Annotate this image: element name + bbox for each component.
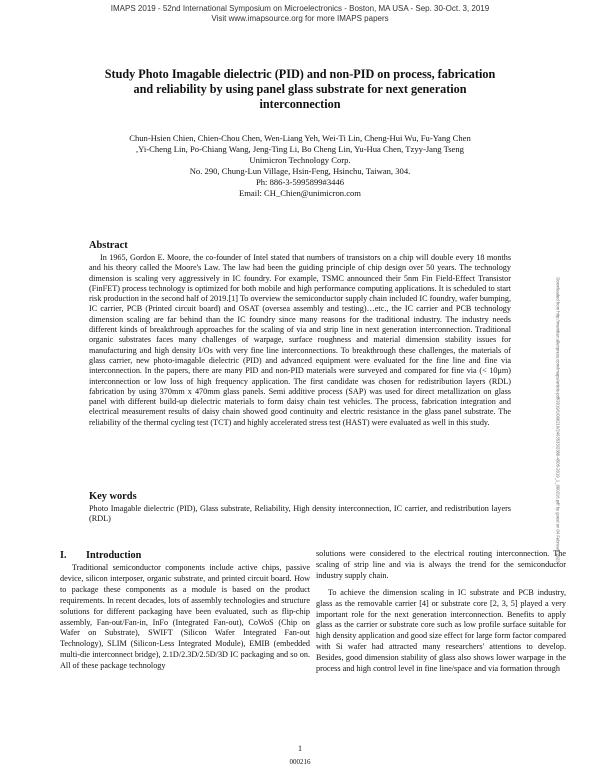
author-names-line-2: ,Yi-Cheng Lin, Po-Chiang Wang, Jeng-Ting Li, Bo Cheng Lin, Yu-Hua Chen, Tzyy-Jang Tseng bbox=[136, 144, 464, 155]
keywords-heading: Key words bbox=[89, 491, 137, 502]
keywords-text: Photo Imagable dielectric (PID), Glass substrate, Reliability, High density interconnection, IC carrier, and redistribution layers (RDL) bbox=[89, 504, 511, 524]
author-names-line-1: Chun-Hsien Chien, Chien-Chou Chen, Wen-Liang Yeh, Wei-Ti Lin, Cheng-Hui Wu, Fu-Yang Chen bbox=[129, 133, 471, 143]
abstract-heading: Abstract bbox=[89, 240, 128, 251]
intro-left-column bbox=[60, 563, 310, 672]
section-title: Introduction bbox=[86, 550, 142, 561]
affiliation: Unimicron Technology Corp. bbox=[249, 155, 351, 166]
abstract-text: In 1965, Gordon E. Moore, the co-founder of Intel stated that numbers of transistors on a chip will double every 18 months and his theory called the Moore's Law. The law had been the guiding principle of chip design over 50 years. The technology dimension is scaling very aggressively in IC foundry. For example, TSMC announced their 5nm Fin Field-Effect Transistor (FinFET) process technology is optimized for both mobile and high performance computing applications. It is scheduled to start risk production in the second half of 2019.[1] To overview the semiconductor supply chain included IC foundry, wafer bumping, IC carrier, PCB (Printed circuit board) and OSAT (oversea assembly and testing)…etc., the IC carrier and PCB technology dimension scaling are far behind than the IC foundry since many reasons for the traditional industry. The industry needs different kinds of breakthrough approaches for the scaling of via and strip line in next generation interconnection. Traditional organic substrates faces many challenges of warpage, surface roughness and material dimension stability issues for manufacturing and high density I/Os with very fine line interconnections. To breakthrough these challenges, the materials of glass carrier, new photo-imagable dielectric (PID) and advanced equipment were evaluated for the fine line and fine via interconnection. In the papers, there are many PID and non-PID materials were surveyed and compared for fine via (< 10μm) interconnection or low loss of high frequency application. The first candidate was chosen for redistribution layers (RDL) fabrication by using 370mm x 470mm glass panels. Semi additive process (SAP) was used for direct metallization on glass panel with different build-up dielectric materials to form daisy chain test vehicles. The process, fabrication integration and electrical measurement results of daisy chain showed good continuity and electric resistance in the glass panel substrate. The reliability of the thermal cycling test (TCT) and highly accelerated stress test (HAST) were evaluated as well in this study. bbox=[89, 253, 511, 427]
paper-title: Study Photo Imagable dielectric (PID) and non-PID on process, fabrication and reliability by using panel glass substrate for next generation interconnection bbox=[104, 67, 496, 111]
intro-paragraph-2: To achieve the dimension scaling in IC substrate and PCB industry, glass as the removable carrier [4] or substrate core [2, 3, 5] played a very important role for the next generation interconnection. Benefits to apply glass as the carrier or substrate core such as low profile surface suitable for high density application and good size effect for large form factor compared with Si wafer had attracted many researchers' attentions to develop. Besides, good dimension stability of glass also shows lower warpage in the process and high control level in fine line/space and via formation through bbox=[316, 587, 566, 674]
intro-paragraph-1: Traditional semiconductor components include active chips, passive device, silicon interposer, organic substrate, and printed circuit board. How to package these components as a module is based on the product requirements. In recent decades, lots of assembly technologies and structure solutions for different packaging have been evaluated, such as flip-chip assembly, Fan-out/Fan-in, InFo (Integrated Fan-out), CoWoS (Chip on Wafer on Substrate), SWIFT (Silicon Wafer Integrated Fan-out Technology), SLIM (Silicon-Less Integrated Module), EMIB (embedded multi-die interconnect bridge), 2.1D/2.3D/2.5D/3D IC packaging and so on. All of these package technology bbox=[60, 563, 310, 671]
section-number: I. bbox=[60, 550, 67, 561]
download-side-note: Downloaded from http://meridian.allenpress.com/imaps/article-pdf/2019/1/000216/2463533/2380-4505-2019_1_000216.pdf by guest on 04 February 2023 bbox=[555, 277, 561, 563]
intro-paragraph-1-cont: solutions were considered to the electrical routing interconnection. The scaling of strip line and via is always the trend for the semiconductor industry supply chain. bbox=[316, 549, 566, 580]
introduction-heading bbox=[60, 550, 141, 561]
intro-right-column bbox=[316, 549, 566, 675]
email[interactable]: Email: CH_Chien@unimicron.com bbox=[238, 188, 361, 199]
imaps-link[interactable]: Visit www.imapsource.org for more IMAPS papers bbox=[211, 14, 389, 23]
page-code: 000216 bbox=[289, 758, 311, 766]
page-number: 1 bbox=[298, 744, 302, 753]
conference-header: IMAPS 2019 - 52nd International Symposium on Microelectronics - Boston, MA USA - Sep. 30-Oct. 3, 2019 bbox=[110, 4, 490, 13]
author-block bbox=[90, 133, 510, 200]
address: No. 290, Chung-Lun Village, Hsin-Feng, Hsinchu, Taiwan, 304. bbox=[189, 166, 411, 177]
phone: Ph: 886-3-5995899#3446 bbox=[255, 177, 345, 188]
